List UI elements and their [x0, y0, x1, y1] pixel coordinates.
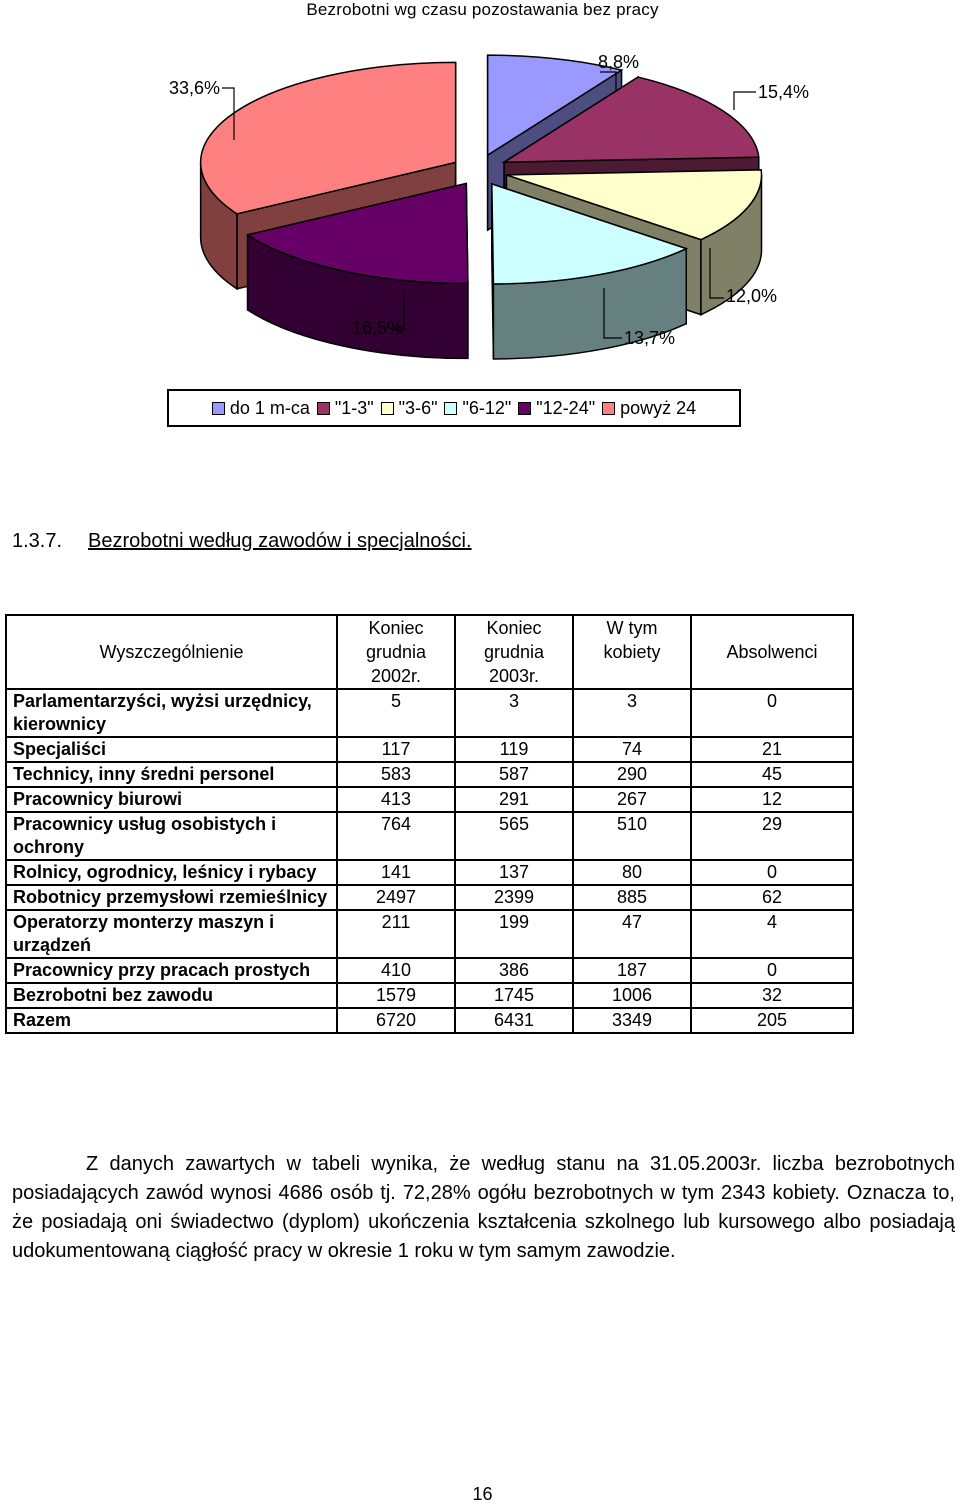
legend-item [444, 398, 511, 419]
cell-value: 587 [455, 762, 573, 787]
cell-value: 62 [691, 885, 853, 910]
legend-swatch [602, 402, 615, 415]
row-label: Operatorzy monterzy maszyn i urządzeń [6, 910, 337, 958]
table-row [6, 737, 853, 762]
legend-item [381, 398, 438, 419]
cell-value: 3349 [573, 1008, 691, 1033]
cell-value: 386 [455, 958, 573, 983]
header-2003: Koniec grudnia 2003r. [455, 615, 573, 689]
cell-value: 1006 [573, 983, 691, 1008]
table-row [6, 812, 853, 860]
table-row [6, 958, 853, 983]
legend-swatch [381, 402, 394, 415]
cell-value: 12 [691, 787, 853, 812]
row-label: Bezrobotni bez zawodu [6, 983, 337, 1008]
slice-value-label: 16,5% [352, 318, 404, 338]
cell-value: 137 [455, 860, 573, 885]
row-label: Robotnicy przemysłowi rzemieślnicy [6, 885, 337, 910]
legend-item [602, 398, 696, 419]
cell-value: 510 [573, 812, 691, 860]
cell-value: 3 [573, 689, 691, 737]
legend-swatch [518, 402, 531, 415]
legend-swatch [212, 402, 225, 415]
cell-value: 211 [337, 910, 455, 958]
cell-value: 32 [691, 983, 853, 1008]
table-row [6, 910, 853, 958]
row-label: Parlamentarzyści, wyżsi urzędnicy, kierownicy [6, 689, 337, 737]
row-label: Specjaliści [6, 737, 337, 762]
cell-value: 205 [691, 1008, 853, 1033]
chart-legend [167, 389, 741, 427]
table-row [6, 787, 853, 812]
slice-value-label: 8,8% [598, 52, 640, 72]
cell-value: 199 [455, 910, 573, 958]
cell-value: 45 [691, 762, 853, 787]
legend-swatch [317, 402, 330, 415]
cell-value: 6431 [455, 1008, 573, 1033]
table-row [6, 762, 853, 787]
row-label: Pracownicy usług osobistych i ochrony [6, 812, 337, 860]
slice-value-label: 13,7% [624, 328, 676, 348]
table-row [6, 860, 853, 885]
slice-value-label: 12,0% [726, 286, 778, 306]
legend-swatch [444, 402, 457, 415]
section-title: Bezrobotni według zawodów i specjalności. [88, 530, 472, 552]
cell-value: 80 [573, 860, 691, 885]
cell-value: 764 [337, 812, 455, 860]
summary-text: Z danych zawartych w tabeli wynika, że według stanu na 31.05.2003r. liczba bezrobotnych posiadających zawód wynosi 4686 osób tj. 72,28% ogółu bezrobotnych w tym 2343 kobiety. Oznacza to, że posiadają oni świadectwo (dyplom) ukończenia kształcenia szkolnego lub kursowego albo posiadają udokumentowaną ciągłość pracy w okresie 1 roku w tym samym zawodzie. [12, 1153, 955, 1262]
header-women: W tym kobiety [573, 615, 691, 689]
summary-paragraph [12, 1150, 955, 1266]
header-2002: Koniec grudnia 2002r. [337, 615, 455, 689]
legend-label: powyż 24 [620, 397, 697, 418]
legend-label: "1-3" [334, 397, 374, 418]
cell-value: 583 [337, 762, 455, 787]
cell-value: 291 [455, 787, 573, 812]
cell-value: 565 [455, 812, 573, 860]
cell-value: 2399 [455, 885, 573, 910]
cell-value: 1579 [337, 983, 455, 1008]
cell-value: 6720 [337, 1008, 455, 1033]
row-label: Rolnicy, ogrodnicy, leśnicy i rybacy [6, 860, 337, 885]
cell-value: 74 [573, 737, 691, 762]
cell-value: 5 [337, 689, 455, 737]
cell-value: 141 [337, 860, 455, 885]
cell-value: 413 [337, 787, 455, 812]
cell-value: 0 [691, 689, 853, 737]
cell-value: 47 [573, 910, 691, 958]
row-label: Pracownicy przy pracach prostych [6, 958, 337, 983]
cell-value: 410 [337, 958, 455, 983]
cell-value: 2497 [337, 885, 455, 910]
cell-value: 21 [691, 737, 853, 762]
row-label: Pracownicy biurowi [6, 787, 337, 812]
legend-label: "12-24" [536, 397, 596, 418]
table-row [6, 689, 853, 737]
legend-item [317, 398, 374, 419]
pie-chart [0, 30, 960, 380]
cell-value: 1745 [455, 983, 573, 1008]
cell-value: 290 [573, 762, 691, 787]
occupation-table [5, 614, 854, 1034]
legend-label: "3-6" [398, 397, 438, 418]
cell-value: 3 [455, 689, 573, 737]
table-row [6, 885, 853, 910]
cell-value: 187 [573, 958, 691, 983]
header-label: Wyszczególnienie [6, 615, 337, 689]
leader-line [734, 92, 756, 110]
cell-value: 267 [573, 787, 691, 812]
slice-value-label: 15,4% [758, 82, 810, 102]
legend-item [212, 398, 310, 419]
legend-item [518, 398, 595, 419]
page-number: 16 [472, 1484, 493, 1504]
header-graduates: Absolwenci [691, 615, 853, 689]
cell-value: 0 [691, 958, 853, 983]
legend-label: "6-12" [462, 397, 512, 418]
row-label: Technicy, inny średni personel [6, 762, 337, 787]
cell-value: 4 [691, 910, 853, 958]
slice-value-label: 33,6% [168, 78, 220, 98]
section-number: 1.3.7. [12, 530, 63, 552]
cell-value: 29 [691, 812, 853, 860]
cell-value: 117 [337, 737, 455, 762]
legend-label: do 1 m-ca [229, 397, 310, 418]
cell-value: 0 [691, 860, 853, 885]
chart-title: Bezrobotni wg czasu pozostawania bez pracy [306, 0, 659, 19]
table-row [6, 983, 853, 1008]
section-heading [12, 530, 472, 553]
table-row [6, 1008, 853, 1033]
cell-value: 119 [455, 737, 573, 762]
cell-value: 885 [573, 885, 691, 910]
row-label: Razem [6, 1008, 337, 1033]
table-header-row [6, 615, 853, 689]
